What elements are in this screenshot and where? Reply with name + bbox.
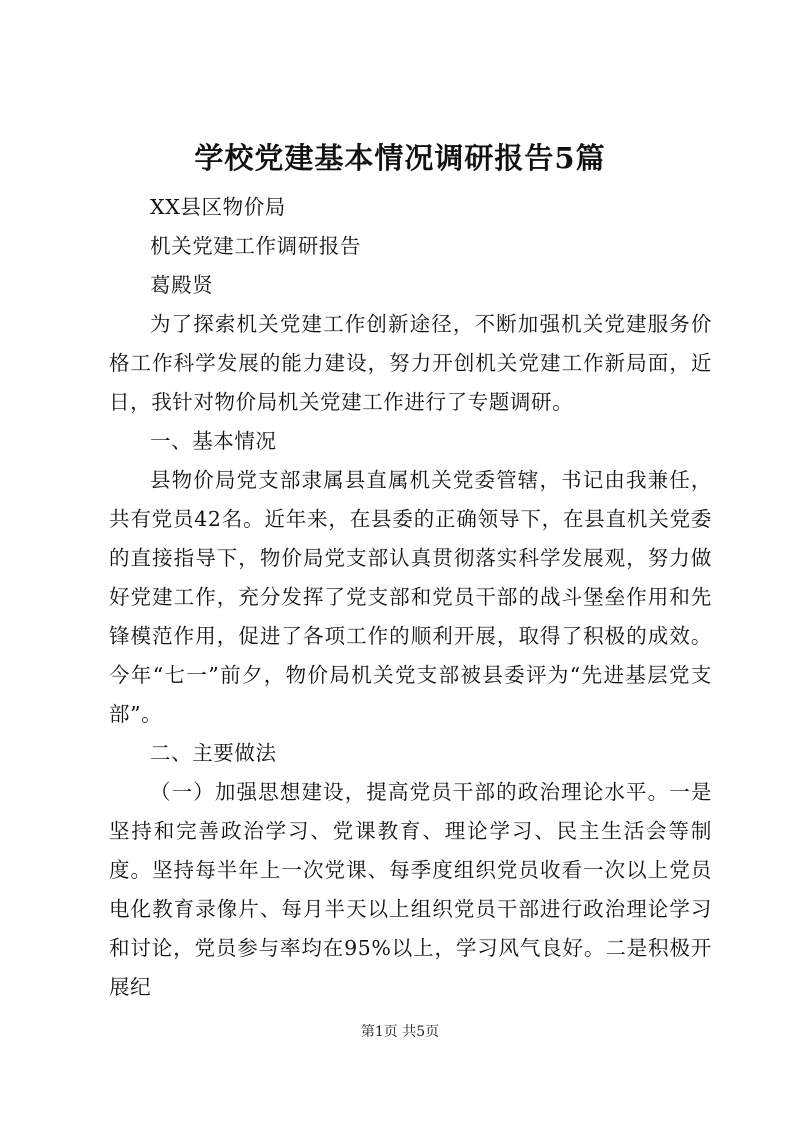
document-body	[109, 188, 712, 1007]
paragraph-report-name: 机关党建工作调研报告	[150, 234, 361, 258]
paragraph-intro: 为了探索机关党建工作创新途径，不断加强机关党建服务价格工作科学发展的能力建设，努力开创机关党建工作新局面，近日，我针对物价局机关党建工作进行了专题调研。	[109, 312, 712, 414]
document-title: 学校党建基本情况调研报告5篇	[194, 141, 606, 175]
section-heading-practices: 二、主要做法	[150, 741, 277, 765]
page-footer: 第1页 共5页	[360, 1024, 440, 1040]
paragraph-org: XX县区物价局	[150, 195, 286, 219]
paragraph-basic-situation: 县物价局党支部隶属县直属机关党委管辖，书记由我兼任，共有党员42名。近年来，在县委的正确领导下，在县直机关党委的直接指导下，物价局党支部认真贯彻落实科学发展观，努力做好党建工作，充分发挥了党支部和党员干部的战斗堡垒作用和先锋模范作用，促进了各项工作的顺利开展，取得了积极的成效。今年“七一”前夕，物价局机关党支部被县委评为“先进基层党支部”。	[109, 468, 712, 726]
section-heading-basic: 一、基本情况	[150, 429, 277, 453]
paragraph-practice-one: （一）加强思想建设，提高党员干部的政治理论水平。一是坚持和完善政治学习、党课教育、理论学习、民主生活会等制度。坚持每半年上一次党课、每季度组织党员收看一次以上党员电化教育录像片、每月半天以上组织党员干部进行政治理论学习和讨论，党员参与率均在95%以上，学习风气良好。二是积极开展纪	[109, 780, 712, 999]
paragraph-author: 葛殿贤	[150, 273, 214, 297]
